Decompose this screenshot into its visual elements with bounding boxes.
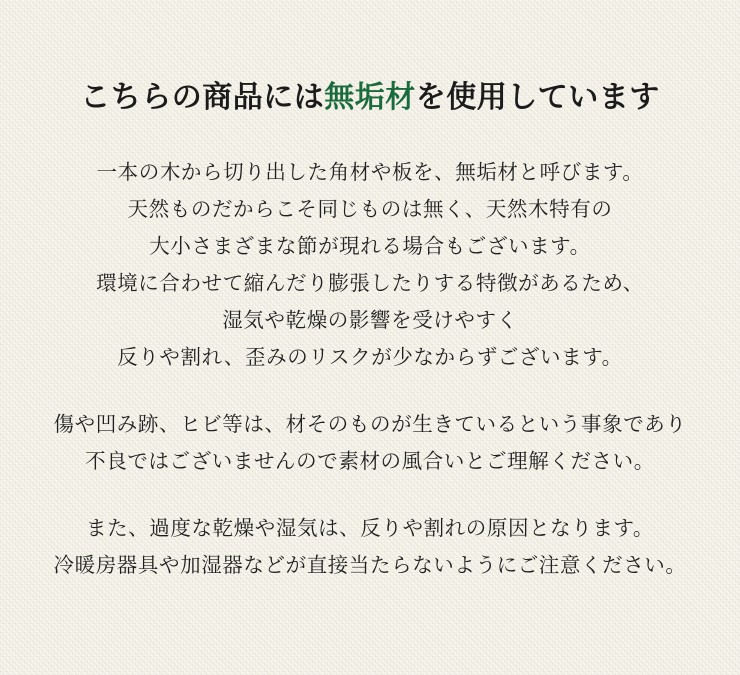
paragraph-line: 反りや割れ、歪みのリスクが少なからずございます。 <box>117 346 623 369</box>
paragraph-intro <box>96 154 644 376</box>
paragraph-line: 天然ものだからこそ同じものは無く、天然木特有の <box>127 198 613 221</box>
paragraph-line: 大小さまざまな節が現れる場合もございます。 <box>149 235 591 258</box>
paragraph-line: 冷暖房器具や加湿器などが直接当たらないようにご注意ください。 <box>53 554 687 577</box>
paragraph-caution <box>54 510 687 584</box>
paragraph-scratches <box>54 406 687 480</box>
paragraph-line: 一本の木から切り出した角材や板を、無垢材と呼びます。 <box>96 161 644 184</box>
paragraph-line: 湿気や乾燥の影響を受けやすく <box>222 309 518 332</box>
paragraph-line: また、過度な乾燥や湿気は、反りや割れの原因となります。 <box>85 517 655 540</box>
paragraph-line: 傷や凹み跡、ヒビ等は、材そのものが生きているという事象であり <box>53 413 687 436</box>
paragraph-line: 環境に合わせて縮んだり膨張したりする特徴があるため、 <box>96 272 644 295</box>
page-title-highlight: 無垢材 <box>324 81 416 114</box>
page-title-suffix: を使用しています <box>415 81 660 114</box>
paragraph-line: 不良ではございませんので素材の風合いとご理解ください。 <box>85 450 655 473</box>
page-title-prefix: こちらの商品には <box>80 81 325 114</box>
page-title <box>80 72 660 116</box>
